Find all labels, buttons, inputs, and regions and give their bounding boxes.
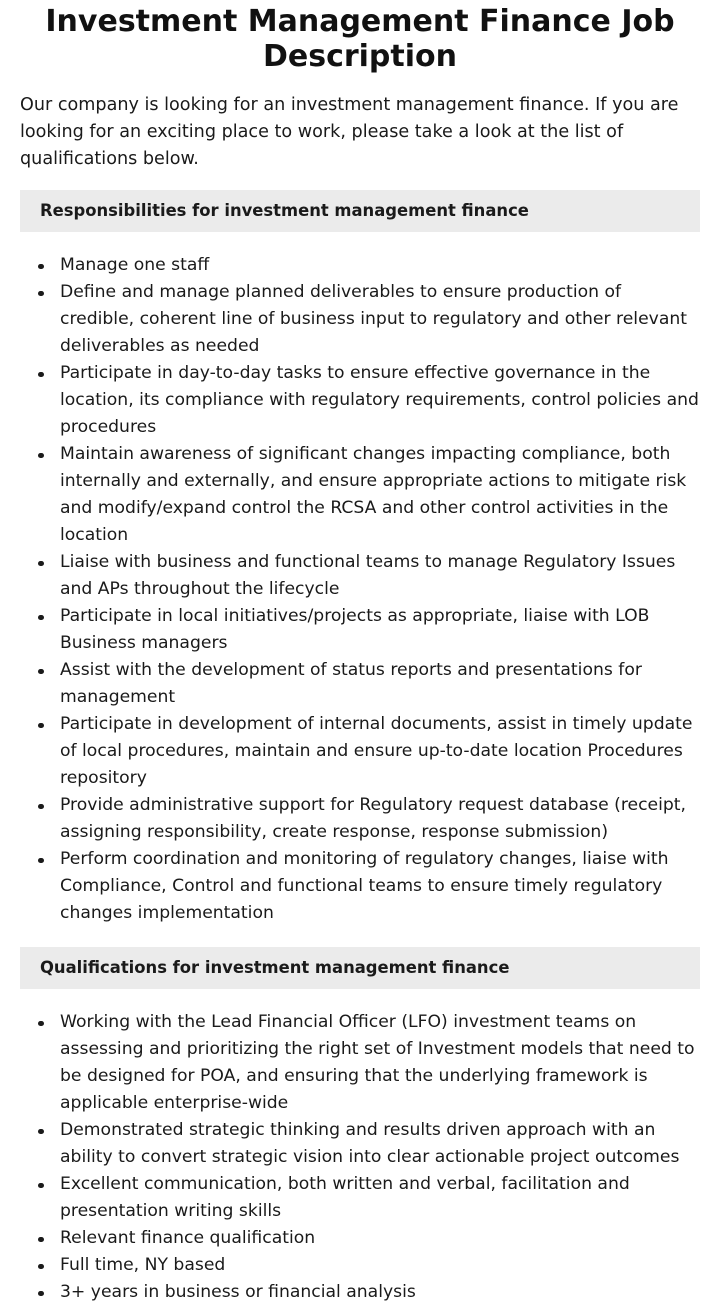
qualification-item: Full time, NY based <box>60 1252 700 1279</box>
responsibility-item: Liaise with business and functional teams to manage Regulatory Issues and APs throughout the lifecycle <box>60 549 700 603</box>
qualification-item: Working with the Lead Financial Officer (LFO) investment teams on assessing and prioritizing the right set of Investment models that need to be designed for POA, and ensuring that the underlying framework is applicable enterprise-wide <box>60 1009 700 1117</box>
responsibility-item: Maintain awareness of significant changes impacting compliance, both internally and externally, and ensure appropriate actions to mitigate risk and modify/expand control the RCSA and other control activities in the location <box>60 441 700 549</box>
qualification-item: 3+ years in business or financial analysis <box>60 1279 700 1306</box>
responsibility-item: Define and manage planned deliverables to ensure production of credible, coherent line of business input to regulatory and other relevant deliverables as needed <box>60 279 700 360</box>
qualification-item: Demonstrated strategic thinking and results driven approach with an ability to convert strategic vision into clear actionable project outcomes <box>60 1117 700 1171</box>
responsibility-item: Participate in development of internal documents, assist in timely update of local procedures, maintain and ensure up-to-date location Procedures repository <box>60 711 700 792</box>
intro-paragraph: Our company is looking for an investment management finance. If you are looking for an exciting place to work, please take a look at the list of qualifications below. <box>20 95 679 169</box>
qualification-item: Relevant finance qualification <box>60 1225 700 1252</box>
qualification-item: Excellent communication, both written and verbal, facilitation and presentation writing skills <box>60 1171 700 1225</box>
page-title: Investment Management Finance Job Description <box>45 4 675 74</box>
responsibility-item: Manage one staff <box>60 252 700 279</box>
responsibility-item: Participate in local initiatives/projects as appropriate, liaise with LOB Business managers <box>60 603 700 657</box>
responsibilities-list <box>20 252 700 927</box>
qualifications-list <box>20 1009 700 1306</box>
responsibility-item: Perform coordination and monitoring of regulatory changes, liaise with Compliance, Control and functional teams to ensure timely regulatory changes implementation <box>60 846 700 927</box>
responsibilities-heading: Responsibilities for investment management finance <box>20 190 700 232</box>
responsibility-item: Assist with the development of status reports and presentations for management <box>60 657 700 711</box>
qualifications-heading: Qualifications for investment management finance <box>20 947 700 989</box>
responsibility-item: Participate in day-to-day tasks to ensure effective governance in the location, its compliance with regulatory requirements, control policies and procedures <box>60 360 700 441</box>
responsibility-item: Provide administrative support for Regulatory request database (receipt, assigning responsibility, create response, response submission) <box>60 792 700 846</box>
job-description-page <box>0 4 720 1302</box>
